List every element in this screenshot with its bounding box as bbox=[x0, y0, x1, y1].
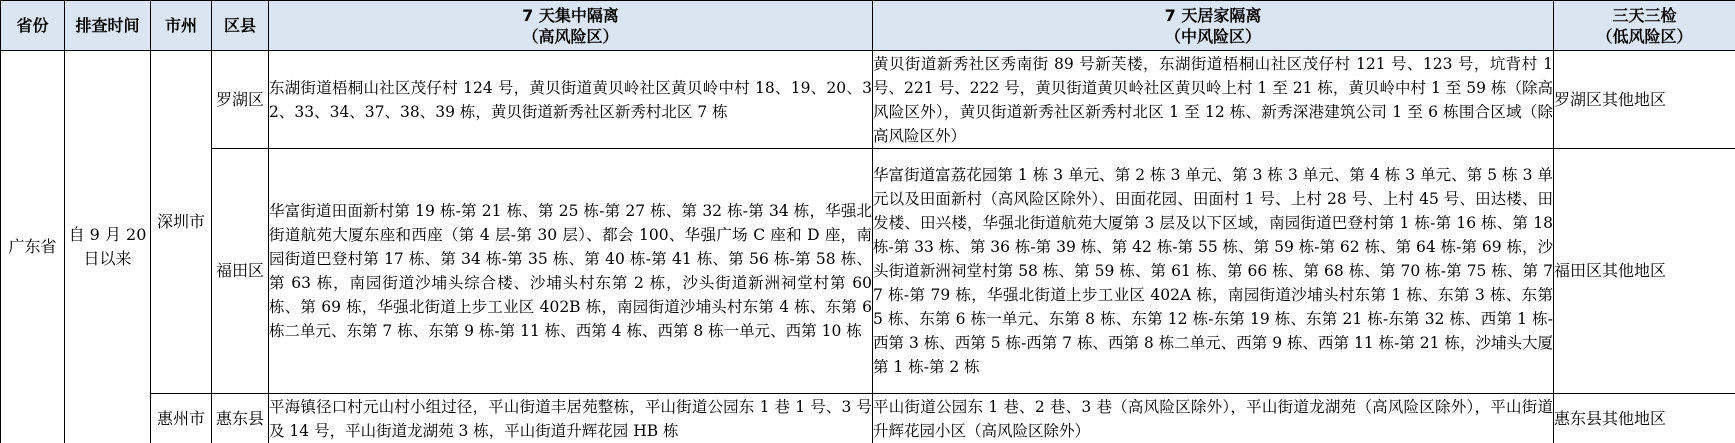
header-row bbox=[1, 1, 1735, 51]
low-risk-cell-luohu: 罗湖区其他地区 bbox=[1554, 51, 1735, 149]
province-cell: 广东省 bbox=[1, 51, 65, 443]
header-province: 省份 bbox=[1, 1, 65, 51]
header-check-time: 排查时间 bbox=[65, 1, 151, 51]
low-risk-cell-huidong: 惠东县其他地区 bbox=[1554, 394, 1735, 443]
header-high-risk bbox=[269, 1, 873, 51]
header-low-risk bbox=[1554, 1, 1735, 51]
check-time-cell: 自 9 月 20 日以来 bbox=[65, 51, 151, 443]
header-mid-risk-title: 7 天居家隔离 bbox=[1164, 5, 1262, 25]
low-risk-cell-futian: 福田区其他地区 bbox=[1554, 149, 1735, 394]
mid-risk-cell-huidong: 平山街道公园东 1 巷、2 巷、3 巷（高风险区除外），平山街道龙湖苑（高风险区除外），平山街道升辉花园小区（高风险区除外） bbox=[873, 394, 1554, 443]
district-cell-huidong: 惠东县 bbox=[212, 394, 269, 443]
header-high-risk-title: 7 天集中隔离 bbox=[522, 5, 619, 25]
header-mid-risk bbox=[873, 1, 1554, 51]
header-low-risk-title: 三天三检 bbox=[1612, 5, 1677, 25]
table-row-futian bbox=[1, 149, 1735, 394]
district-cell-futian: 福田区 bbox=[212, 149, 269, 394]
header-mid-risk-subtitle: （中风险区） bbox=[1164, 26, 1261, 46]
high-risk-cell-huidong: 平海镇径口村元山村小组过径，平山街道丰居苑整栋，平山街道公园东 1 巷 1 号、3 号及 14 号，平山街道龙湖苑 3 栋，平山街道升辉花园 HB 栋 bbox=[269, 394, 873, 443]
district-cell-luohu: 罗湖区 bbox=[212, 51, 269, 149]
table-row-luohu bbox=[1, 51, 1735, 149]
header-high-risk-subtitle: （高风险区） bbox=[522, 26, 619, 46]
header-low-risk-subtitle: （低风险区） bbox=[1596, 26, 1693, 46]
mid-risk-cell-futian: 华富街道富荔花园第 1 栋 3 单元、第 2 栋 3 单元、第 3 栋 3 单元、第 4 栋 3 单元、第 5 栋 3 单元以及田面新村（高风险区除外）、田面花园、田面村 1 号、上村 28 号、上村 45 号、田达楼、田发楼、田兴楼，华强北街道航苑大厦第 3 层及以下区域，南园街道巴登村第 1 栋-第 16 栋、第 18 栋-第 33 栋、第 36 栋-第 39 栋、第 42 栋-第 55 栋、第 59 栋-第 62 栋、第 64 栋-第 69 栋，沙头街道新洲祠堂村第 58 栋、第 59 栋、第 61 栋、第 66 栋、第 68 栋、第 70 栋-第 75 栋、第 77 栋-第 79 栋，华强北街道上步工业区 402A 栋，南园街道沙埔头村东第 1 栋、东第 3 栋、东第 5 栋、东第 6 栋一单元、东第 8 栋、东第 12 栋-东第 19 栋、东第 21 栋-东第 32 栋、西第 1 栋-西第 3 栋、西第 5 栋-西第 7 栋、西第 8 栋二单元、西第 9 栋、西第 11 栋-第 21 栋，沙埔头大厦第 1 栋-第 2 栋 bbox=[873, 149, 1554, 394]
high-risk-cell-luohu: 东湖街道梧桐山社区茂仔村 124 号，黄贝街道黄贝岭社区黄贝岭中村 18、19、20、32、33、34、37、38、39 栋，黄贝街道新秀社区新秀村北区 7 栋 bbox=[269, 51, 873, 149]
table-row-huidong bbox=[1, 394, 1735, 443]
city-cell-huizhou: 惠州市 bbox=[151, 394, 212, 443]
city-cell-shenzhen: 深圳市 bbox=[151, 51, 212, 394]
header-city: 市州 bbox=[151, 1, 212, 51]
header-district: 区县 bbox=[212, 1, 269, 51]
mid-risk-cell-luohu: 黄贝街道新秀社区秀南街 89 号新芙楼，东湖街道梧桐山社区茂仔村 121 号、123 号，坑背村 1 号、221 号、222 号，黄贝街道黄贝岭社区黄贝岭上村 1 至 21 栋，黄贝岭中村 1 至 59 栋（除高风险区外），黄贝街道新秀社区新秀村北区 1 至 12 栋、新秀深港建筑公司 1 至 6 栋围合区域（除高风险区外） bbox=[873, 51, 1554, 149]
high-risk-cell-futian: 华富街道田面新村第 19 栋-第 21 栋、第 25 栋-第 27 栋、第 32 栋-第 34 栋，华强北街道航苑大厦东座和西座（第 4 层-第 30 层）、都会 100、华强广场 C 座和 D 座，南园街道巴登村第 17 栋、第 34 栋-第 35 栋、第 40 栋-第 41 栋、第 56 栋-第 58 栋、第 63 栋，南园街道沙埔头综合楼、沙埔头村东第 2 栋，沙头街道新洲祠堂村第 60 栋、第 69 栋，华强北街道上步工业区 402B 栋，南园街道沙埔头村东第 4 栋、东第 6 栋二单元、东第 7 栋、东第 9 栋-第 11 栋、西第 4 栋、西第 8 栋一单元、西第 10 栋 bbox=[269, 149, 873, 394]
